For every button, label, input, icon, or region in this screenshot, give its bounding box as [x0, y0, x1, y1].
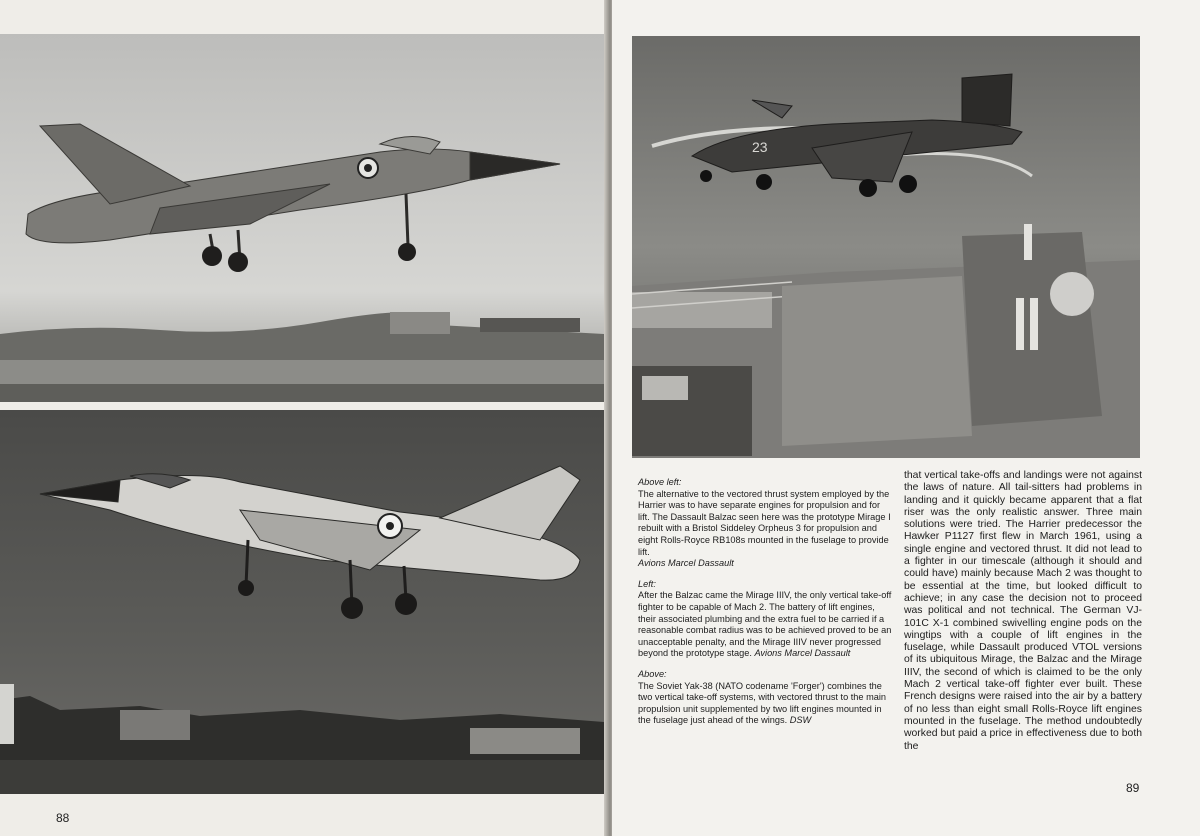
body-text-column — [904, 470, 1142, 753]
caption-left — [638, 579, 892, 660]
body-text: that vertical take-offs and landings were not against the laws of nature. All tail-sitters had problems in landing and it quickly became apparent that a flat riser was the only realistic answer. Three main solutions were tried. The Harrier predecessor the Hawker P1127 first flew in March 1961, using a single engine and vectored thrust. It did not lead to a fighter in our timescale (although it should and could have) mainly because Mach 2 was thought to be essential at the time, but looked difficult to achieve; in any case the decision not to proceed was political and not technical. The German VJ-101C X-1 combined swivelling engine pods on the wingtips with a couple of lift engines in the fuselage, while Dassault produced VTOL versions of its ubiquitous Mirage, the Balzac and the Mirage IIIV, the second of which is claimed to be the only Mach 2 vertical take-off fighter ever built. These French designs were raised into the air by a battery of no less than eight small Rolls-Royce lift engines mounted in the fuselage. The method undoubtedly worked but paid a price in effectiveness due to both the — [904, 470, 1142, 752]
page-number-right: 89 — [1126, 781, 1140, 795]
caption-credit: DSW — [789, 715, 812, 726]
photo-yak-38 — [632, 36, 1140, 458]
caption-above-left — [638, 477, 892, 570]
aircraft-marking: 23 — [752, 139, 768, 155]
page-number-left: 88 — [56, 811, 70, 825]
caption-credit: Avions Marcel Dassault — [754, 648, 851, 659]
right-page — [612, 0, 1200, 836]
caption-heading: Above: — [638, 668, 667, 679]
caption-heading: Left: — [638, 578, 656, 589]
photo-balzac — [0, 34, 604, 402]
caption-heading: Above left: — [638, 477, 682, 487]
caption-credit: Avions Marcel Dassault — [638, 558, 734, 569]
photo-mirage-iiiv — [0, 410, 604, 794]
caption-text: The alternative to the vectored thrust system employed by the Harrier was to have separate engines for propulsion and for lift. The Dassault Balzac seen here was the prototype Mirage I rebuilt with a Bristol Siddeley Orpheus 3 for propulsion and eight Rolls-Royce RB108s mounted in the fuselage to provide lift. — [638, 488, 891, 557]
caption-text: After the Balzac came the Mirage IIIV, the only vertical take-off fighter to be capable of Mach 2. The battery of lift engines, their associated plumbing and the extra fuel to be carried if a reasonable combat radius was to be achieved proved to be an unacceptable penalty, and the Mirage IIIV never progressed beyond the prototype stage. — [638, 590, 892, 659]
captions-column — [638, 477, 892, 736]
caption-above — [638, 669, 892, 727]
caption-text: The Soviet Yak-38 (NATO codename 'Forger') combines the two vertical take-off systems, with vectored thrust to the main propulsion unit supplemented by two lift engines mounted in the fuselage just ahead of the wings. — [638, 680, 886, 726]
